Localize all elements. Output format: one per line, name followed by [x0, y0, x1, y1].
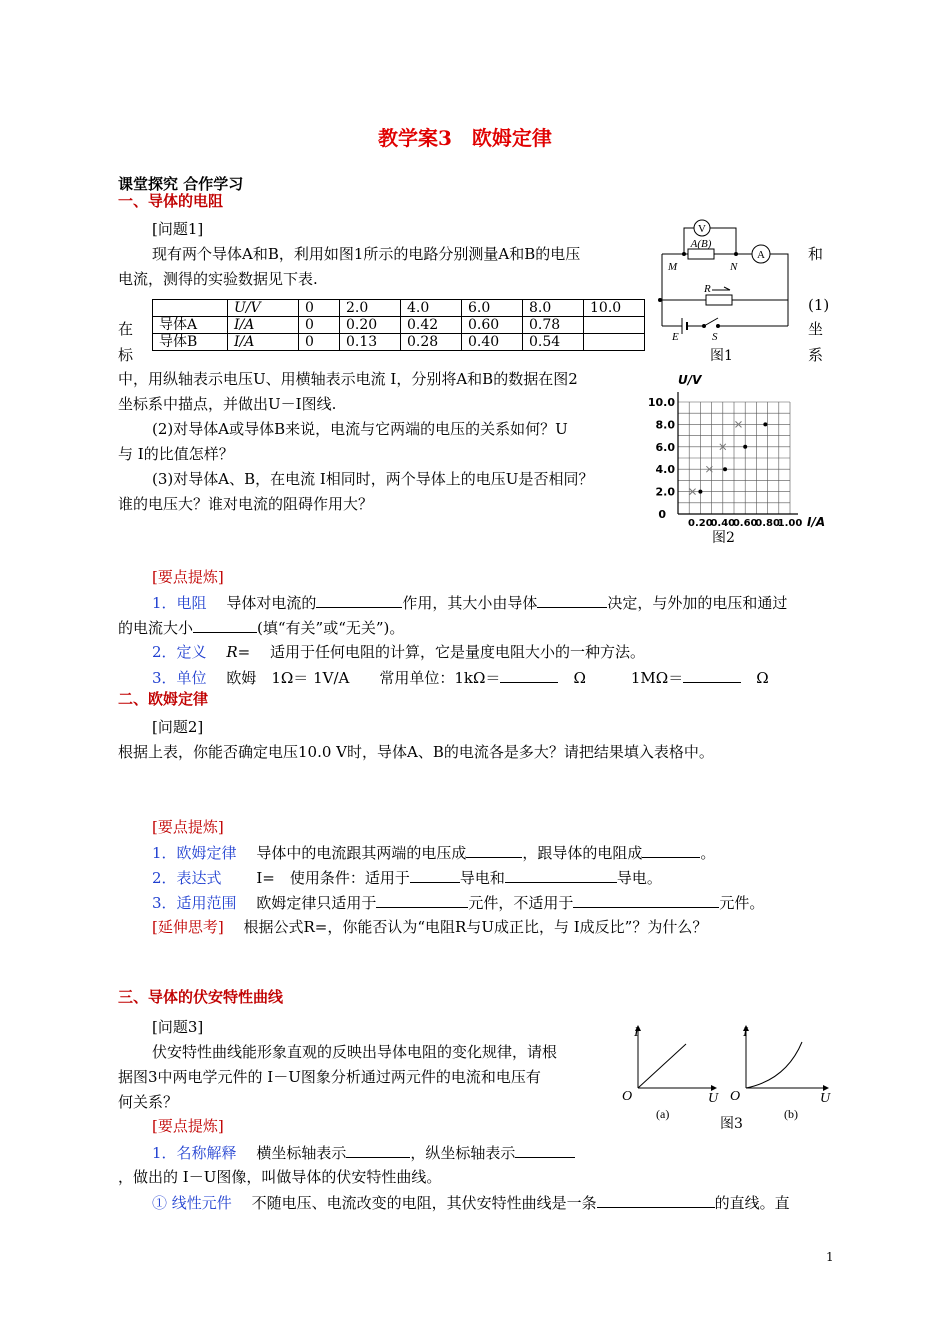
answer-blank[interactable]	[537, 593, 607, 608]
axis-label: I	[743, 1025, 748, 1040]
key-point-line	[152, 868, 662, 887]
chart-point-a	[763, 422, 767, 426]
key-point-line	[152, 843, 715, 862]
question-1-label: [问题1]	[152, 220, 204, 238]
text: Ω	[756, 669, 769, 687]
paragraph: 伏安特性曲线能形象直观的反映出导体电阻的变化规律，请根	[152, 1043, 558, 1061]
key-label: 3．适用范围	[152, 894, 237, 912]
text: (填“有关”或“无关”)。	[257, 619, 405, 637]
key-point-line	[152, 893, 764, 912]
text: Ω	[573, 669, 586, 687]
key-point-line	[152, 1143, 575, 1162]
axis-label: U	[708, 1091, 719, 1106]
answer-blank[interactable]	[500, 668, 558, 683]
table-row	[153, 334, 645, 351]
chart-x-tick-label: 0.40	[710, 518, 736, 529]
extension-line	[152, 918, 707, 936]
side-text: 和	[808, 245, 824, 263]
chart-x-tick-label: 0.80	[755, 518, 780, 529]
table-cell: 0	[299, 300, 340, 317]
chart-y-tick-label: 2.0	[655, 485, 675, 499]
text: 导体中的电流跟其两端的电压成	[256, 844, 467, 862]
table-cell: I/A	[228, 317, 299, 334]
chart-origin-label: 0	[658, 508, 666, 521]
chart-point-a	[743, 445, 747, 449]
key-points-heading: [要点提炼]	[152, 568, 224, 586]
figure-3-graphs	[616, 1020, 838, 1140]
circuit-diagram	[652, 214, 802, 366]
table-cell: 6.0	[462, 300, 523, 317]
table-cell: 0.54	[523, 334, 584, 351]
text: 适用于任何电阻的计算，它是量度电阻大小的一种方法。	[269, 643, 645, 661]
text: 不随电压、电流改变的电阻，其伏安特性曲线是一条	[251, 1194, 597, 1212]
extension-label: [延伸思考]	[152, 918, 224, 936]
text: 导体对电流的	[226, 594, 317, 612]
table-cell: 10.0	[584, 300, 645, 317]
answer-blank[interactable]	[346, 1143, 410, 1158]
switch-label: S	[712, 331, 718, 343]
text: 决定，与外加的电压和通过	[607, 594, 788, 612]
question-2-label: [问题2]	[152, 718, 204, 736]
battery-label: E	[672, 331, 679, 343]
chart-y-tick-label: 4.0	[655, 463, 675, 477]
page-title: 教学案3 欧姆定律	[378, 126, 552, 150]
nonlinear-curve	[746, 1042, 802, 1088]
text: I= 使用条件：适用于	[256, 869, 410, 887]
table-cell: 0.78	[523, 317, 584, 334]
chart-x-label: I/A	[807, 515, 826, 529]
paragraph: 中，用纵轴表示电压U、用横轴表示电流 I，分别将A和B的数据在图2	[118, 370, 578, 388]
node-label: N	[730, 261, 738, 273]
key-point-line	[152, 593, 787, 612]
graph-a-label: (a)	[656, 1107, 670, 1121]
key-label: 2．定义	[152, 643, 207, 661]
paragraph: ，做出的 I－U图像，叫做导体的伏安特性曲线。	[118, 1168, 442, 1186]
subtitle: 课堂探究 合作学习	[118, 175, 244, 193]
table-cell: I/A	[228, 334, 299, 351]
text: 元件。	[719, 894, 765, 912]
table-cell: 导体A	[153, 317, 228, 334]
paragraph: 据图3中两电学元件的 I－U图象分析通过两元件的电流和电压有	[118, 1068, 541, 1086]
graph-b-label: (b)	[784, 1107, 798, 1121]
text: 元件，不适用于	[468, 894, 574, 912]
linear-curve	[638, 1044, 686, 1088]
table-row	[153, 317, 645, 334]
text: 根据公式R=，你能否认为“电阻R与U成正比，与 I成反比”？为什么？	[243, 918, 708, 936]
table-cell	[584, 317, 645, 334]
table-cell	[153, 300, 228, 317]
axis-label: U	[820, 1091, 831, 1106]
key-label: 1．欧姆定律	[152, 844, 237, 862]
key-label: 2．表达式	[152, 869, 222, 887]
text: 欧姆定律只适用于	[256, 894, 377, 912]
key-label: ① 线性元件	[152, 1194, 232, 1212]
table-cell: 0.20	[340, 317, 401, 334]
text: 导电和	[459, 869, 505, 887]
section-2-heading: 二、欧姆定律	[118, 690, 209, 708]
answer-blank[interactable]	[597, 1193, 715, 1208]
key-points-heading: [要点提炼]	[152, 1117, 224, 1135]
chart-x-tick-label: 0.60	[732, 518, 758, 529]
data-table	[152, 299, 645, 351]
axis-label: I	[634, 1025, 639, 1040]
table-cell	[584, 334, 645, 351]
key-points-heading: [要点提炼]	[152, 818, 224, 836]
text: 。	[700, 844, 716, 862]
key-label: 1．名称解释	[152, 1144, 237, 1162]
chart-x-tick-label: 1.00	[777, 518, 803, 529]
figure-3-caption: 图3	[720, 1116, 743, 1132]
paragraph: 电流，测得的实验数据见下表.	[118, 270, 318, 288]
table-cell: 8.0	[523, 300, 584, 317]
node-label: M	[668, 261, 678, 273]
origin-label: O	[730, 1089, 741, 1104]
side-text: 坐	[808, 320, 824, 338]
side-text: 在	[118, 320, 134, 338]
answer-blank[interactable]	[316, 593, 402, 608]
question-3-label: [问题3]	[152, 1018, 204, 1036]
chart-x-tick-label: 0.20	[688, 518, 713, 529]
answer-blank[interactable]	[410, 868, 460, 883]
text: 1MΩ＝	[630, 669, 684, 687]
section-1-heading: 一、导体的电阻	[118, 192, 224, 210]
rheostat-label: R	[704, 283, 711, 295]
paragraph: 谁的电压大？谁对电流的阻碍作用大？	[118, 495, 374, 513]
side-text: 标	[118, 346, 134, 364]
chart-y-tick-label: 6.0	[655, 440, 675, 454]
paragraph: 坐标系中描点，并做出U－I图线.	[118, 395, 337, 413]
table-cell: U/V	[228, 300, 299, 317]
table-cell: 导体B	[153, 334, 228, 351]
ammeter-label: A	[757, 249, 765, 261]
key-point-line	[118, 618, 404, 637]
key-point-line	[152, 643, 645, 661]
table-cell: 2.0	[340, 300, 401, 317]
text: ，跟导体的电阻成	[522, 844, 643, 862]
figure-2-chart	[640, 372, 840, 550]
answer-blank[interactable]	[466, 843, 522, 858]
table-cell: 0	[299, 334, 340, 351]
table-cell: 0.42	[401, 317, 462, 334]
answer-blank[interactable]	[376, 893, 468, 908]
origin-label: O	[622, 1089, 633, 1104]
answer-blank[interactable]	[505, 868, 617, 883]
answer-blank[interactable]	[683, 668, 741, 683]
table-cell: 0.13	[340, 334, 401, 351]
text: 作用，其大小由导体	[402, 594, 538, 612]
paragraph: 现有两个导体A和B，利用如图1所示的电路分别测量A和B的电压	[152, 245, 581, 263]
table-cell: 0.60	[462, 317, 523, 334]
page-number: 1	[826, 1250, 834, 1264]
answer-blank[interactable]	[515, 1143, 575, 1158]
chart-title: 图2	[712, 530, 735, 546]
table-cell: 0.28	[401, 334, 462, 351]
table-row	[153, 300, 645, 317]
voltmeter-label: V	[698, 223, 706, 235]
paragraph: (2)对导体A或导体B来说，电流与它两端的电压的关系如何？U	[152, 420, 568, 438]
text: 的电流大小	[118, 619, 194, 637]
chart-y-label: U/V	[678, 373, 702, 387]
key-point-line	[152, 1193, 790, 1212]
side-text: 系	[808, 346, 824, 364]
key-label: 1．电阻	[152, 594, 207, 612]
text: 欧姆 1Ω＝ 1V/A 常用单位：1kΩ＝	[226, 669, 501, 687]
paragraph: 根据上表，你能否确定电压10.0 V时，导体A、B的电流各是多大？请把结果填入表格中。	[118, 743, 714, 761]
chart-y-tick-label: 8.0	[655, 418, 675, 432]
paragraph: (3)对导体A、B，在电流 I相同时，两个导体上的电压U是否相同？	[152, 470, 594, 488]
table-cell: 4.0	[401, 300, 462, 317]
paragraph: 与 I的比值怎样？	[118, 445, 234, 463]
paragraph: 何关系？	[118, 1093, 179, 1111]
table-cell: 0.40	[462, 334, 523, 351]
answer-blank[interactable]	[193, 618, 257, 633]
side-text: (1)	[808, 296, 830, 314]
text: 导电。	[616, 869, 662, 887]
formula: R=	[226, 643, 251, 661]
resistor-label: A(B)	[690, 238, 712, 250]
chart-point-a	[698, 490, 702, 494]
answer-blank[interactable]	[573, 893, 719, 908]
key-label: 3．单位	[152, 669, 207, 687]
section-3-heading: 三、导体的伏安特性曲线	[118, 988, 284, 1006]
text: 的直线。直	[714, 1194, 790, 1212]
figure-1-caption: 图1	[710, 348, 733, 364]
key-point-line	[152, 668, 769, 687]
answer-blank[interactable]	[642, 843, 700, 858]
chart-point-a	[723, 467, 727, 471]
text: ，纵坐标轴表示	[410, 1144, 516, 1162]
table-cell: 0	[299, 317, 340, 334]
text: 横坐标轴表示	[256, 1144, 347, 1162]
chart-y-tick-label: 10.0	[647, 396, 675, 409]
